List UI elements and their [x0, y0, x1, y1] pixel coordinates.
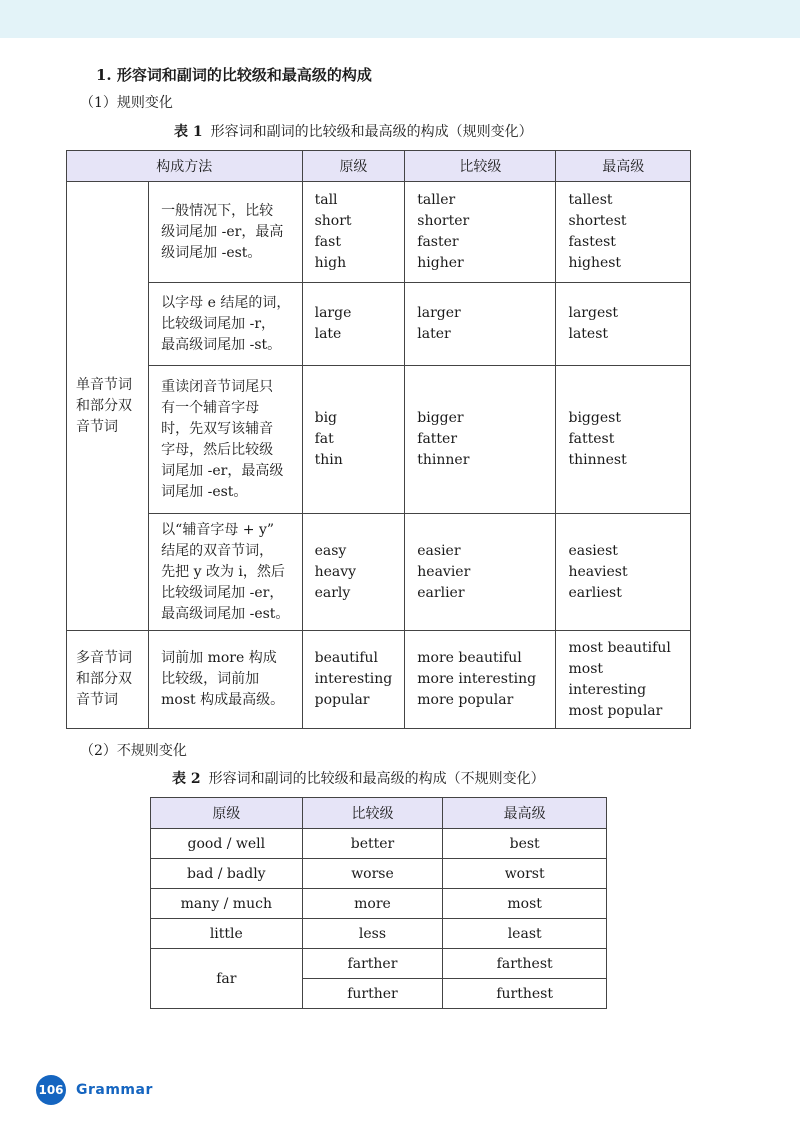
table2-header-positive: 原级: [151, 798, 303, 829]
group-label: 单音节词 和部分双 音节词: [67, 182, 149, 631]
table1-caption: [174, 121, 533, 141]
regular-forms-table: [66, 150, 691, 729]
positive-cell: far: [151, 949, 303, 1009]
comparative-cell: less: [302, 919, 443, 949]
footer-label: Grammar: [76, 1082, 153, 1098]
irregular-forms-table: [150, 797, 607, 1009]
superlative-cell: largest latest: [556, 283, 691, 366]
table2-header-row: [151, 798, 607, 829]
comparative-cell: further: [302, 979, 443, 1009]
comparative-cell: more: [302, 889, 443, 919]
comparative-cell: bigger fatter thinner: [405, 366, 556, 514]
table-row: [67, 182, 691, 283]
comparative-cell: easier heavier earlier: [405, 514, 556, 631]
table1-header-method: 构成方法: [67, 151, 303, 182]
comparative-cell: more beautiful more interesting more popular: [405, 631, 556, 729]
table1-header-superlative: 最高级: [556, 151, 691, 182]
method-cell: 以“辅音字母 + y” 结尾的双音节词， 先把 y 改为 i，然后 比较级词尾加 -er， 最高级词尾加 -est。: [149, 514, 302, 631]
table-row: [67, 283, 691, 366]
positive-cell: easy heavy early: [302, 514, 405, 631]
superlative-cell: least: [443, 919, 607, 949]
superlative-cell: worst: [443, 859, 607, 889]
table-row: [67, 631, 691, 729]
superlative-cell: most: [443, 889, 607, 919]
table2-header-comparative: 比较级: [302, 798, 443, 829]
table-row: [151, 949, 607, 979]
positive-cell: bad / badly: [151, 859, 303, 889]
superlative-cell: farthest: [443, 949, 607, 979]
table2-caption: [172, 768, 545, 788]
positive-cell: big fat thin: [302, 366, 405, 514]
comparative-cell: taller shorter faster higher: [405, 182, 556, 283]
positive-cell: good / well: [151, 829, 303, 859]
superlative-cell: most beautiful most interesting most popular: [556, 631, 691, 729]
top-band: [0, 0, 800, 38]
method-cell: 重读闭音节词尾只 有一个辅音字母 时，先双写该辅音 字母，然后比较级 词尾加 -er，最高级 词尾加 -est。: [149, 366, 302, 514]
section-heading: 1. 形容词和副词的比较级和最高级的构成: [96, 66, 372, 84]
page-number-badge: 106: [36, 1075, 66, 1105]
table1-header-row: [67, 151, 691, 182]
superlative-cell: furthest: [443, 979, 607, 1009]
table1-header-comparative: 比较级: [405, 151, 556, 182]
table1-caption-label: 表 1: [174, 124, 203, 140]
group-label: 多音节词 和部分双 音节词: [67, 631, 149, 729]
table-row: [151, 919, 607, 949]
superlative-cell: tallest shortest fastest highest: [556, 182, 691, 283]
table-row: [151, 829, 607, 859]
comparative-cell: larger later: [405, 283, 556, 366]
superlative-cell: easiest heaviest earliest: [556, 514, 691, 631]
comparative-cell: farther: [302, 949, 443, 979]
regular-subheading: （1）规则变化: [80, 95, 173, 111]
positive-cell: tall short fast high: [302, 182, 405, 283]
positive-cell: many / much: [151, 889, 303, 919]
table2-header-superlative: 最高级: [443, 798, 607, 829]
table2-caption-text: 形容词和副词的比较级和最高级的构成（不规则变化）: [208, 771, 545, 787]
superlative-cell: biggest fattest thinnest: [556, 366, 691, 514]
table-row: [151, 889, 607, 919]
positive-cell: little: [151, 919, 303, 949]
method-cell: 一般情况下，比较 级词尾加 -er，最高 级词尾加 -est。: [149, 182, 302, 283]
comparative-cell: worse: [302, 859, 443, 889]
table1-caption-text: 形容词和副词的比较级和最高级的构成（规则变化）: [210, 124, 533, 140]
positive-cell: large late: [302, 283, 405, 366]
table-row: [67, 514, 691, 631]
table1-header-positive: 原级: [302, 151, 405, 182]
irregular-subheading: （2）不规则变化: [80, 743, 187, 759]
method-cell: 以字母 e 结尾的词， 比较级词尾加 -r， 最高级词尾加 -st。: [149, 283, 302, 366]
superlative-cell: best: [443, 829, 607, 859]
page-footer: [36, 1076, 153, 1104]
table-row: [151, 859, 607, 889]
method-cell: 词前加 more 构成 比较级，词前加 most 构成最高级。: [149, 631, 302, 729]
table2-caption-label: 表 2: [172, 771, 201, 787]
table-row: [67, 366, 691, 514]
positive-cell: beautiful interesting popular: [302, 631, 405, 729]
comparative-cell: better: [302, 829, 443, 859]
